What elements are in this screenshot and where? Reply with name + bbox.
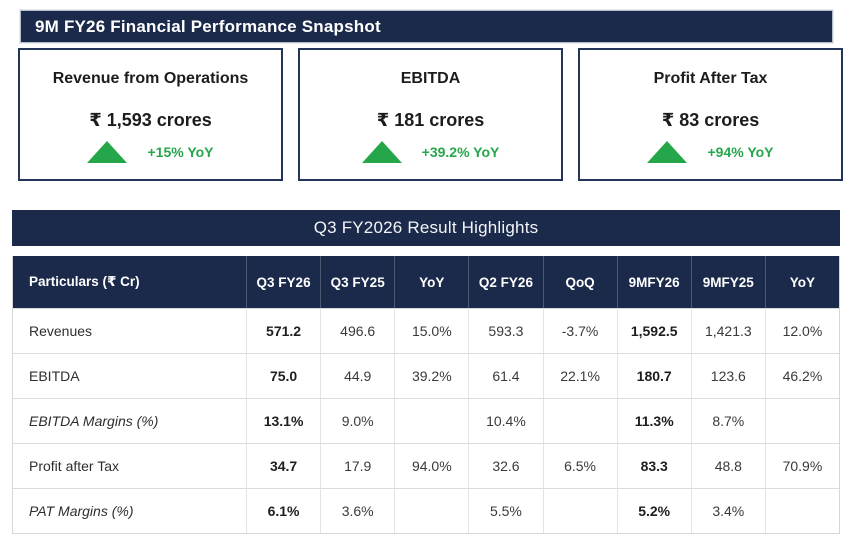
kpi-card-revenue xyxy=(18,48,283,181)
table-cell: 61.4 xyxy=(468,353,542,398)
kpi-title: Revenue from Operations xyxy=(52,70,249,87)
kpi-card-row xyxy=(18,48,843,181)
row-label: Revenues xyxy=(13,308,246,353)
table-cell: 17.9 xyxy=(320,443,394,488)
table-cell: 6.5% xyxy=(543,443,617,488)
kpi-delta-text: +15% YoY xyxy=(147,144,214,160)
column-header-q2fy26: Q2 FY26 xyxy=(468,256,542,308)
kpi-title: Profit After Tax xyxy=(653,70,768,87)
table-cell: 75.0 xyxy=(246,353,320,398)
table-cell xyxy=(543,398,617,443)
table-cell: 1,592.5 xyxy=(617,308,691,353)
page-title: 9M FY26 Financial Performance Snapshot xyxy=(35,16,381,36)
kpi-delta xyxy=(362,139,500,165)
table-cell: 3.4% xyxy=(691,488,765,533)
table-cell: 46.2% xyxy=(765,353,839,398)
kpi-delta-text: +39.2% YoY xyxy=(421,144,500,160)
kpi-card-ebitda xyxy=(298,48,563,181)
kpi-card-pat xyxy=(578,48,843,181)
table-cell: 496.6 xyxy=(320,308,394,353)
table-cell: 593.3 xyxy=(468,308,542,353)
table-cell: 22.1% xyxy=(543,353,617,398)
table-cell: 8.7% xyxy=(691,398,765,443)
kpi-title: EBITDA xyxy=(400,70,461,87)
table-cell: 94.0% xyxy=(394,443,468,488)
table-cell: 15.0% xyxy=(394,308,468,353)
table-cell: 3.6% xyxy=(320,488,394,533)
table-cell: -3.7% xyxy=(543,308,617,353)
table-cell: 180.7 xyxy=(617,353,691,398)
table-cell: 1,421.3 xyxy=(691,308,765,353)
table-cell: 12.0% xyxy=(765,308,839,353)
table-cell: 44.9 xyxy=(320,353,394,398)
row-label: Profit after Tax xyxy=(13,443,246,488)
table-cell: 9.0% xyxy=(320,398,394,443)
column-header-yoy: YoY xyxy=(394,256,468,308)
table-cell: 6.1% xyxy=(246,488,320,533)
triangle-up-icon xyxy=(362,141,402,163)
kpi-value: ₹ 83 crores xyxy=(661,110,760,130)
row-label: EBITDA Margins (%) xyxy=(13,398,246,443)
table-cell: 48.8 xyxy=(691,443,765,488)
table-cell: 123.6 xyxy=(691,353,765,398)
kpi-value: ₹ 1,593 crores xyxy=(89,110,212,130)
column-header-particulars: Particulars (₹ Cr) xyxy=(13,256,246,308)
table-cell: 39.2% xyxy=(394,353,468,398)
column-header-q3fy25: Q3 FY25 xyxy=(320,256,394,308)
table-cell: 571.2 xyxy=(246,308,320,353)
kpi-delta-text: +94% YoY xyxy=(707,144,774,160)
column-header-9mfy25: 9MFY25 xyxy=(691,256,765,308)
table-title: Q3 FY2026 Result Highlights xyxy=(313,218,539,237)
table-cell: 13.1% xyxy=(246,398,320,443)
table-cell: 32.6 xyxy=(468,443,542,488)
table-cell: 34.7 xyxy=(246,443,320,488)
column-header-9mfy26: 9MFY26 xyxy=(617,256,691,308)
table-cell xyxy=(765,398,839,443)
table-cell xyxy=(543,488,617,533)
page-header-bar xyxy=(20,10,833,43)
row-label: PAT Margins (%) xyxy=(13,488,246,533)
triangle-up-icon xyxy=(87,141,127,163)
kpi-delta xyxy=(647,139,773,165)
column-header-yoy-9m: YoY xyxy=(765,256,839,308)
table-cell: 10.4% xyxy=(468,398,542,443)
results-table-grid xyxy=(13,256,839,533)
table-cell: 11.3% xyxy=(617,398,691,443)
table-cell: 5.5% xyxy=(468,488,542,533)
row-label: EBITDA xyxy=(13,353,246,398)
table-cell xyxy=(394,398,468,443)
table-cell: 83.3 xyxy=(617,443,691,488)
kpi-value: ₹ 181 crores xyxy=(376,110,485,130)
table-cell xyxy=(394,488,468,533)
table-cell xyxy=(765,488,839,533)
table-cell: 5.2% xyxy=(617,488,691,533)
table-title-bar xyxy=(12,210,840,246)
column-header-q3fy26: Q3 FY26 xyxy=(246,256,320,308)
triangle-up-icon xyxy=(647,141,687,163)
table-cell: 70.9% xyxy=(765,443,839,488)
kpi-delta xyxy=(87,139,213,165)
results-table xyxy=(12,256,840,534)
column-header-qoq: QoQ xyxy=(543,256,617,308)
